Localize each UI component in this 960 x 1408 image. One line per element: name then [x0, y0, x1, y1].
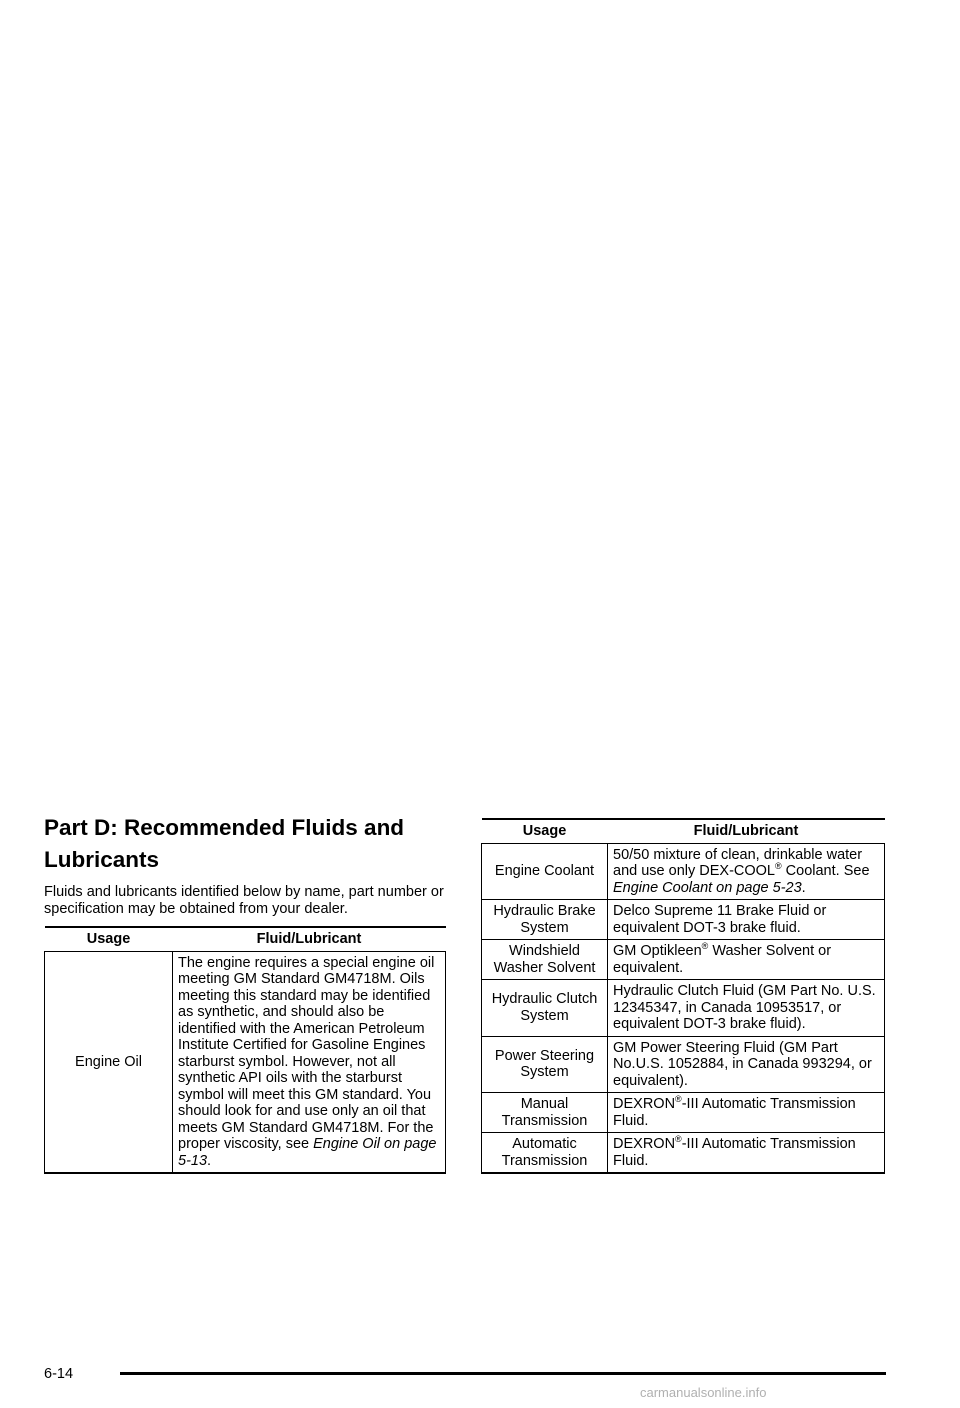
- fluid-cell: Delco Supreme 11 Brake Fluid or equivalent DOT-3 brake fluid.: [608, 900, 885, 940]
- left-column: [44, 812, 446, 1174]
- registered-mark: ®: [701, 941, 709, 952]
- table-row-washer-solvent: [482, 940, 885, 980]
- fluid-text: 50/50 mixture of clean, drinkable water and use only DEX-COOL: [613, 846, 863, 879]
- fluid-text-end: .: [207, 1152, 212, 1169]
- usage-cell: Engine Oil: [45, 951, 173, 1173]
- usage-cell: Hydraulic Clutch System: [482, 980, 608, 1037]
- page-reference-link[interactable]: Engine Coolant on page 5-23: [613, 879, 802, 896]
- right-column: [481, 818, 885, 1174]
- table-row-hydraulic-brake: [482, 900, 885, 940]
- table-header-row: [45, 927, 446, 951]
- fluid-text-end: .: [801, 879, 806, 896]
- fluid-text: DEXRON: [613, 1136, 676, 1152]
- fluid-cell: Hydraulic Clutch Fluid (GM Part No. U.S. 12345347, in Canada 10953517, or equivalent DOT-3 brake fluid).: [608, 980, 885, 1037]
- section-intro: Fluids and lubricants identified below by name, part number or specification may be obtained from your dealer.: [44, 884, 444, 917]
- column-header-fluid: Fluid/Lubricant: [608, 819, 885, 843]
- fluid-cell: [608, 1093, 885, 1133]
- fluid-text: GM Optikleen: [613, 943, 702, 959]
- column-header-usage: Usage: [45, 927, 173, 951]
- watermark: carmanualsonline.info: [640, 1385, 767, 1400]
- table-row-power-steering: [482, 1036, 885, 1093]
- fluid-text: The engine requires a special engine oil meeting GM Standard GM4718M. Oils meeting this standard may be identified as synthetic, and should also be identified with the American Petroleum Institute Certified for Gasoline Engines starburst symbol. However, not all synthetic API oils with the starburst symbol will meet this GM standard. You should look for and use only an oil that meets GM Standard GM4718M. For the proper viscosity, see: [178, 954, 435, 1152]
- fluid-text-post: -III Automatic Transmission Fluid.: [613, 1136, 856, 1169]
- usage-cell: Windshield Washer Solvent: [482, 940, 608, 980]
- registered-mark: ®: [675, 1134, 682, 1145]
- registered-mark: ®: [675, 1094, 682, 1105]
- usage-cell: Manual Transmission: [482, 1093, 608, 1133]
- fluid-cell: GM Power Steering Fluid (GM Part No.U.S. 1052884, in Canada 993294, or equivalent).: [608, 1036, 885, 1093]
- table-header-row: [482, 819, 885, 843]
- fluids-table-left: [44, 926, 446, 1174]
- section-title: Part D: Recommended Fluids and Lubricants: [44, 815, 405, 872]
- fluids-table-right: [481, 818, 885, 1174]
- fluid-cell: [173, 951, 446, 1173]
- usage-cell: Engine Coolant: [482, 843, 608, 900]
- fluid-text-post: -III Automatic Transmission Fluid.: [613, 1096, 856, 1129]
- fluid-cell: [608, 843, 885, 900]
- table-row-engine-oil: [45, 951, 446, 1173]
- usage-cell: Power Steering System: [482, 1036, 608, 1093]
- page-reference-link[interactable]: Engine Oil on page 5-13: [178, 1136, 437, 1169]
- registered-mark: ®: [775, 861, 782, 872]
- page-footer: [44, 1360, 886, 1384]
- fluid-cell: [608, 940, 885, 980]
- fluid-text-post: Coolant. See: [781, 863, 870, 879]
- usage-cell: Automatic Transmission: [482, 1133, 608, 1174]
- fluid-cell: [608, 1133, 885, 1174]
- column-header-fluid: Fluid/Lubricant: [173, 927, 446, 951]
- fluid-text: DEXRON: [613, 1096, 676, 1112]
- table-row-automatic-transmission: [482, 1133, 885, 1174]
- table-row-hydraulic-clutch: [482, 980, 885, 1037]
- column-header-usage: Usage: [482, 819, 608, 843]
- footer-rule: [120, 1372, 886, 1375]
- fluid-text-post: Washer Solvent or equivalent.: [613, 943, 832, 976]
- table-row-engine-coolant: [482, 843, 885, 900]
- table-row-manual-transmission: [482, 1093, 885, 1133]
- usage-cell: Hydraulic Brake System: [482, 900, 608, 940]
- page-number: 6-14: [44, 1366, 74, 1382]
